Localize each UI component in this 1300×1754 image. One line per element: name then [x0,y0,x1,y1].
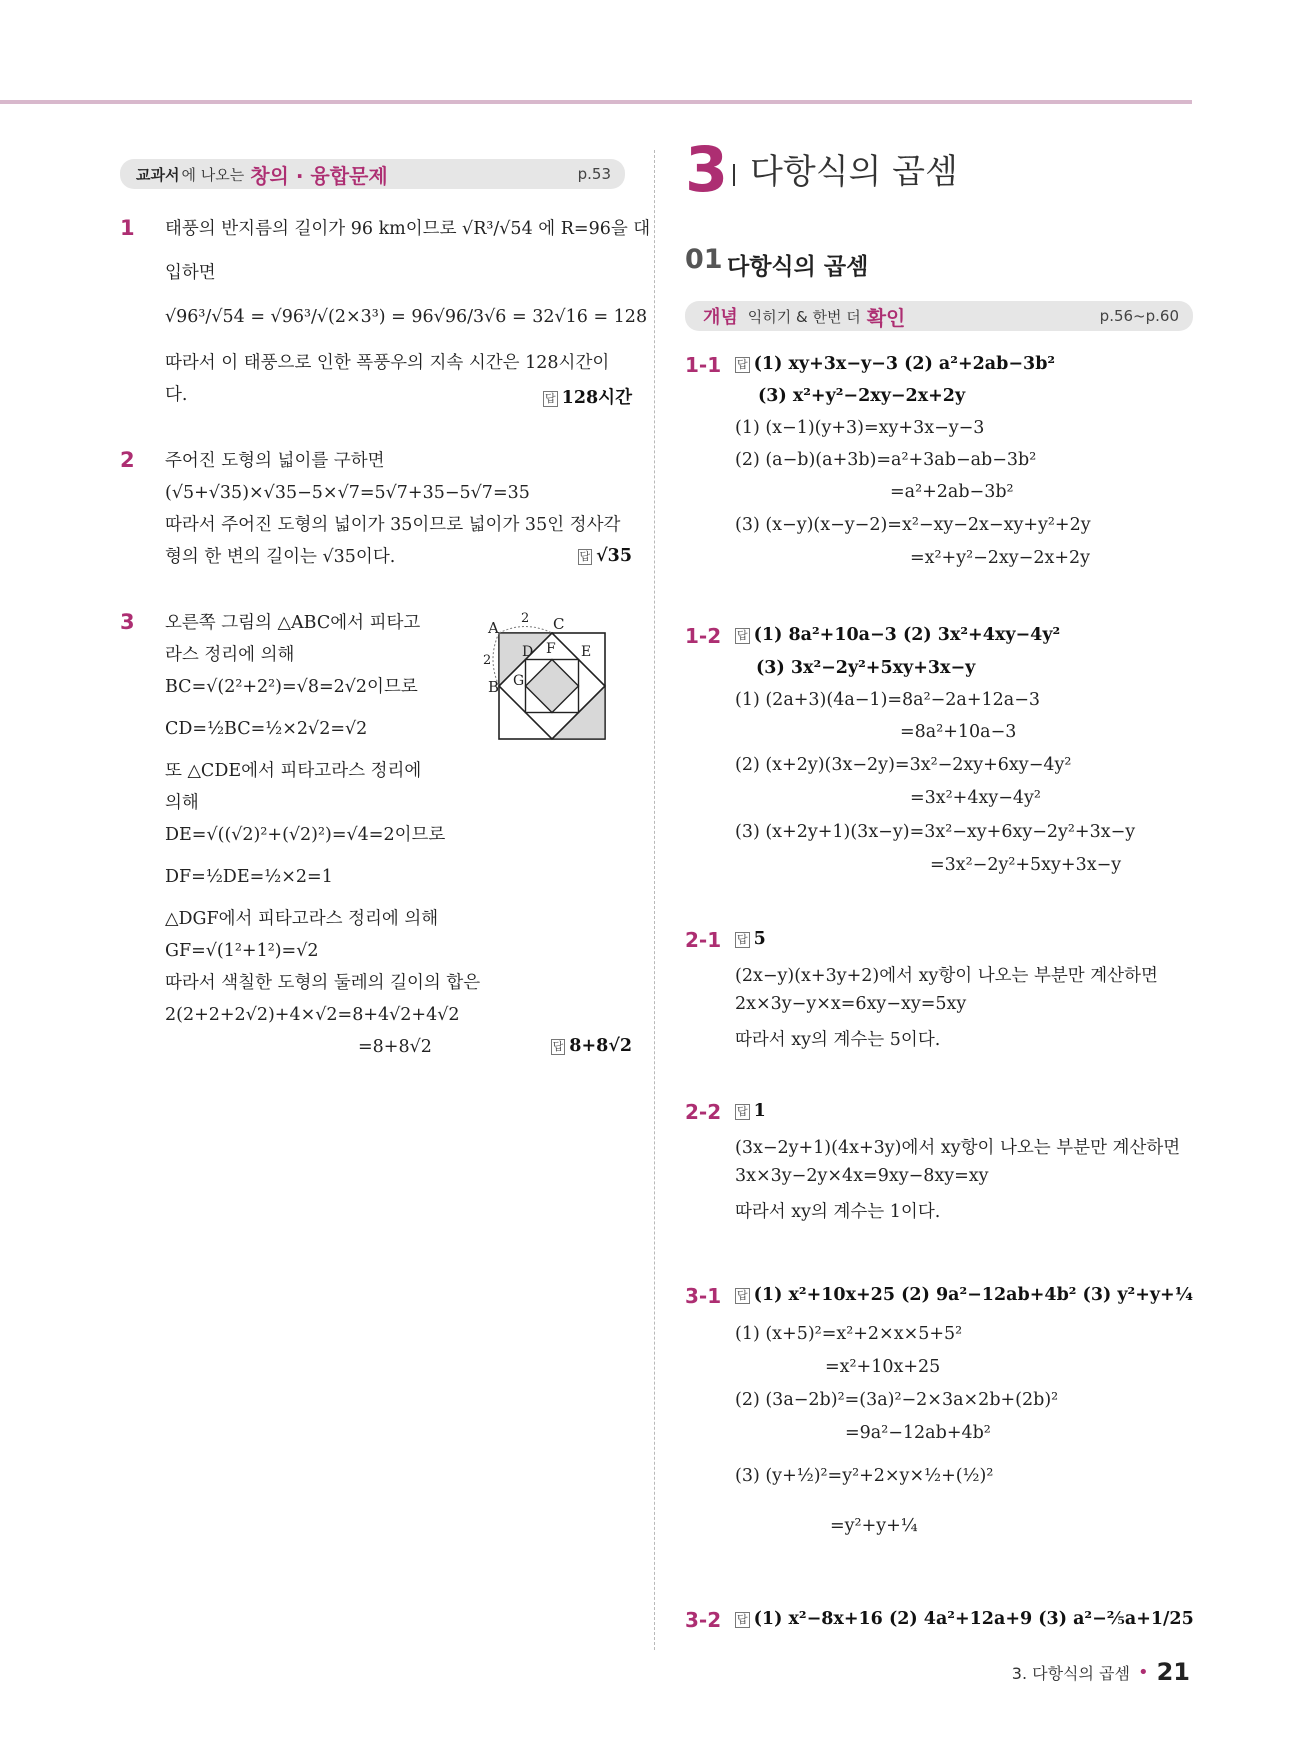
chapter-title: 다항식의 곱셈 [750,152,958,192]
problem-line: 따라서 주어진 도형의 넓이가 35이므로 넓이가 35인 정사각 [165,515,621,535]
problem-number: 1 [120,216,135,240]
problem-line: √96³/√54 = √96³/√(2×3³) = 96√96/3√6 = 32√16 = 128 [165,307,648,327]
answer-value: 128시간 [561,388,632,408]
solution-line: 2x×3y−y×x=6xy−xy=5xy [735,994,967,1014]
solution-line: (3) (x−y)(x−y−2)=x²−xy−2x−xy+y²+2y [735,515,1091,535]
problem-number: 3 [120,610,135,634]
section-number: 01 [685,244,723,275]
solution-line: 3x×3y−2y×4x=9xy−8xy=xy [735,1166,989,1186]
answer-mark: 답 [737,1104,748,1118]
geometry-figure [475,606,635,768]
answer-mark: 답 [737,628,748,642]
problem-line: DF=½DE=½×2=1 [165,867,333,887]
solution-line: =a²+2ab−3b² [890,482,1014,502]
problem-line: 2(2+2+2√2)+4×√2=8+4√2+4√2 [165,1005,460,1025]
problem-line: 따라서 이 태풍으로 인한 폭풍우의 지속 시간은 128시간이 [165,353,610,373]
problem-line: 다. [165,385,188,405]
solution-line: (2) (a−b)(a+3b)=a²+3ab−ab−3b² [735,450,1037,470]
item-answer [735,1285,1193,1305]
answer-value: (1) xy+3x−y−3 (2) a²+2ab−3b² [753,354,1056,374]
header-title: 창의 · 융합문제 [250,163,388,188]
answer-value: (1) 8a²+10a−3 (2) 3x²+4xy−4y² [753,625,1061,645]
solution-line: (1) (2a+3)(4a−1)=8a²−2a+12a−3 [735,690,1041,710]
right-section-header [685,301,1193,331]
item-answer-cont: (3) 3x²−2y²+5xy+3x−y [756,658,976,678]
solution-line: (2x−y)(x+3y+2)에서 xy항이 나오는 부분만 계산하면 [735,966,1158,986]
page-number: 21 [1156,1658,1190,1686]
problem-line: 형의 한 변의 길이는 √35이다. [165,547,396,567]
label-B: B [488,678,500,696]
solution-line: =x²+y²−2xy−2x+2y [910,548,1091,568]
label-D: D [522,644,534,660]
header-concept-label: 개념 [703,307,738,328]
solution-line: =8a²+10a−3 [900,722,1017,742]
problem-line: (√5+√35)×√35−5×√7=5√7+35−5√7=35 [165,483,530,503]
answer-mark: 답 [552,1039,564,1053]
answer-value: 1 [753,1101,766,1121]
solution-line: (2) (x+2y)(3x−2y)=3x²−2xy+6xy−4y² [735,755,1072,775]
answer-value: √35 [596,546,632,566]
footer-chapter: 3. 다항식의 곱셈 [1011,1663,1130,1683]
header-mid: 익히기 & 한번 더 [747,307,861,326]
problem-answer [578,546,633,566]
problem-line: 의해 [165,793,199,813]
solution-line: (1) (x−1)(y+3)=xy+3x−y−3 [735,418,985,438]
header-prefix: 에 나오는 [181,165,245,184]
answer-value: 8+8√2 [569,1036,632,1056]
item-answer-cont: (3) x²+y²−2xy−2x+2y [758,386,966,406]
header-title: 확인 [866,305,906,330]
item-answer [735,929,766,949]
solution-line: (3x−2y+1)(4x+3y)에서 xy항이 나오는 부분만 계산하면 [735,1138,1181,1158]
problem-line: 태풍의 반지름의 길이가 96 km이므로 √R³/√54 에 R=96을 대 [165,219,651,239]
solution-line: =3x²−2y²+5xy+3x−y [930,855,1122,875]
label-E: E [581,644,592,660]
solution-line: 따라서 xy의 계수는 1이다. [735,1202,941,1222]
answer-mark: 답 [579,549,591,563]
answer-mark: 답 [737,1612,748,1626]
answer-mark: 답 [545,391,556,405]
solution-line: (3) (x+2y+1)(3x−y)=3x²−xy+6xy−2y²+3x−y [735,822,1136,842]
label-length-left: 2 [483,653,492,668]
solution-line: =3x²+4xy−4y² [910,788,1041,808]
label-length-top: 2 [521,611,530,626]
answer-mark: 답 [737,357,748,371]
item-number: 1-2 [685,624,722,648]
left-section-header [120,159,625,189]
answer-value: (1) x²−8x+16 (2) 4a²+12a+9 (3) a²−⅖a+1/25 [753,1609,1194,1629]
problem-line: 또 △CDE에서 피타고라스 정리에 [165,761,422,781]
label-G: G [513,673,525,689]
label-C: C [553,615,565,633]
solution-line: 따라서 xy의 계수는 5이다. [735,1030,941,1050]
item-number: 3-2 [685,1608,722,1632]
answer-value: (1) x²+10x+25 (2) 9a²−12ab+4b² (3) y²+y+¼ [753,1285,1193,1305]
problem-line: 입하면 [165,263,216,283]
problem-line: △DGF에서 피타고라스 정리에 의해 [165,909,439,929]
header-textbook-label: 교과서 [136,165,180,184]
item-answer [735,1101,766,1121]
problem-line: 오른쪽 그림의 △ABC에서 피타고 [165,613,421,633]
solution-line: (1) (x+5)²=x²+2×x×5+5² [735,1324,963,1344]
item-number: 2-1 [685,928,722,952]
chapter-separator [733,164,735,186]
solution-line: =9a²−12ab+4b² [845,1423,991,1443]
problem-line: GF=√(1²+1²)=√2 [165,941,319,961]
problem-number: 2 [120,448,135,472]
label-A: A [488,619,499,637]
problem-line: 따라서 색칠한 도형의 둘레의 길이의 합은 [165,973,481,993]
column-divider [654,150,655,1650]
problem-line: CD=½BC=½×2√2=√2 [165,719,368,739]
label-F: F [546,641,556,657]
item-answer [735,1609,1194,1629]
top-rule [0,100,1192,104]
item-number: 3-1 [685,1284,722,1308]
item-answer [735,625,1060,645]
problem-line: 주어진 도형의 넓이를 구하면 [165,451,385,471]
problem-line: DE=√((√2)²+(√2)²)=√4=2이므로 [165,825,446,845]
answer-mark: 답 [737,1288,748,1302]
answer-value: 5 [753,929,766,949]
item-answer [735,354,1055,374]
solution-line: =x²+10x+25 [825,1357,941,1377]
page-footer [1012,1658,1190,1686]
header-page-ref: p.56~p.60 [1099,307,1179,325]
problem-line: BC=√(2²+2²)=√8=2√2이므로 [165,677,418,697]
section-title: 다항식의 곱셈 [727,254,869,280]
bullet-icon: • [1137,1661,1149,1683]
solution-line: (3) (y+½)²=y²+2×y×½+(½)² [735,1466,994,1486]
header-page-ref: p.53 [577,165,611,183]
answer-mark: 답 [737,932,748,946]
item-number: 2-2 [685,1100,722,1124]
solution-line: =y²+y+¼ [830,1516,918,1536]
problem-line: 라스 정리에 의해 [165,645,295,665]
solution-line: (2) (3a−2b)²=(3a)²−2×3a×2b+(2b)² [735,1390,1059,1410]
problem-line: =8+8√2 [358,1037,432,1057]
chapter-number: 3 [685,133,729,206]
item-number: 1-1 [685,353,722,377]
problem-answer [543,384,632,409]
problem-answer [551,1036,632,1056]
